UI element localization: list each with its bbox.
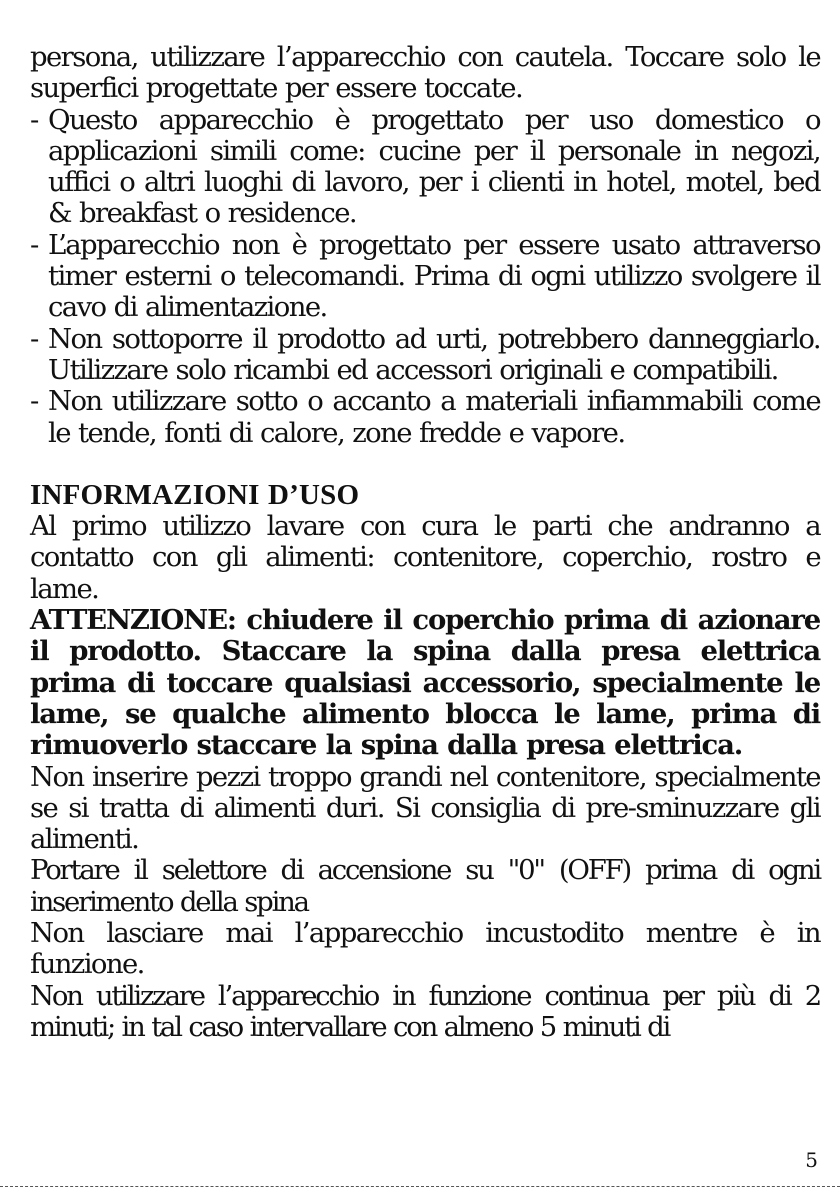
bullet-marker: - xyxy=(30,385,38,418)
list-item-text: Non sottoporre il prodotto ad urti, potrebbero danneggiarlo. Utilizzare solo ricambi ed accessori originali e compatibili. xyxy=(48,322,820,386)
continuous-use-paragraph: Non utilizzare l’apparecchio in funzione continua per più di 2 minuti; in tal caso intervallare con almeno 5 minuti di xyxy=(30,979,820,1043)
list-item-text: Questo apparecchio è progettato per uso domestico o applicazioni simili come: cucine per il personale in negozi, uffici o altri luoghi di lavoro, per i clienti in hotel, motel, bed & breakfast o residence. xyxy=(48,103,820,230)
unattended-paragraph: Non lasciare mai l’apparecchio incustodito mentre è in funzione. xyxy=(30,917,820,981)
bullet-marker: - xyxy=(30,103,38,136)
list-item-text: Non utilizzare sotto o accanto a materiali infiammabili come le tende, fonti di calore, zone fredde e vapore. xyxy=(48,385,820,449)
selector-paragraph: Portare il selettore di accensione su "0" (OFF) prima di ogni inserimento della spina xyxy=(30,854,820,918)
list-item xyxy=(30,230,820,324)
section-spacer xyxy=(30,449,820,480)
list-item xyxy=(30,324,820,387)
page-number: 5 xyxy=(805,1148,818,1172)
list-item xyxy=(30,386,820,449)
bullet-marker: - xyxy=(30,322,38,355)
footer-divider xyxy=(0,1186,840,1187)
bullet-marker: - xyxy=(30,228,38,261)
manual-page xyxy=(30,42,820,1043)
safety-bullet-list xyxy=(30,105,820,449)
list-item xyxy=(30,105,820,230)
list-item-text: L’apparecchio non è progettato per essere usato attraverso timer esterni o telecomandi. Prima di ogni utilizzo svolgere il cavo di alimentazione. xyxy=(48,228,820,324)
intro-continuation: persona, utilizzare l’apparecchio con cautela. Toccare solo le superfici progettate per essere toccate. xyxy=(30,41,820,105)
first-use-paragraph: Al primo utilizzo lavare con cura le parti che andranno a contatto con gli alimenti: contenitore, coperchio, rostro e lame. xyxy=(30,510,820,605)
section-heading: INFORMAZIONI D’USO xyxy=(30,478,360,511)
warning-paragraph: ATTENZIONE: chiudere il coperchio prima di azionare il prodotto. Staccare la spina dalla presa elettrica prima di toccare qualsiasi accessorio, specialmente le lame, se qualche alimento blocca le lame, prima di rimuoverlo staccare la spina dalla presa elettrica. xyxy=(30,604,820,762)
large-pieces-paragraph: Non inserire pezzi troppo grandi nel contenitore, specialmente se si tratta di alimenti duri. Si consiglia di pre-sminuzzare gli alimenti. xyxy=(30,760,820,856)
